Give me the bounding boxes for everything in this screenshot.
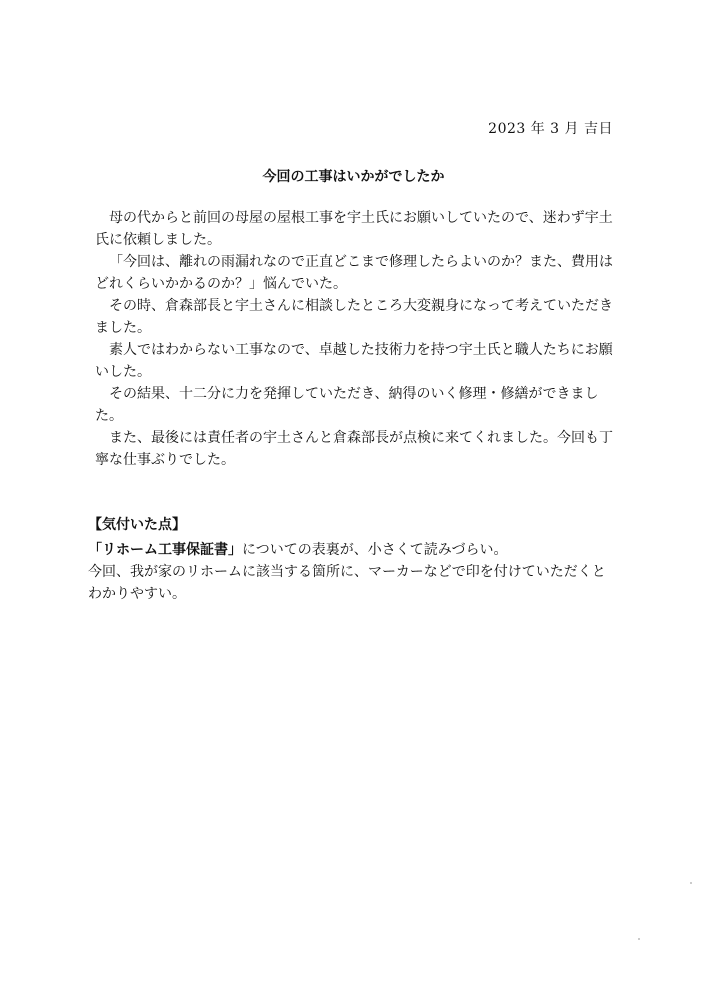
body-paragraph: 母の代からと前回の母屋の屋根工事を宇土氏にお願いしていたので、迷わず宇土氏に依頼しました。	[95, 210, 613, 248]
notes-section	[88, 514, 618, 605]
scan-speck	[690, 882, 692, 884]
body-paragraph: また、最後には責任者の宇土さんと倉森部長が点検に来てくれました。今回も丁寧な仕事ぶりでした。	[95, 430, 613, 468]
warranty-document-name: 「リホーム工事保証書」	[88, 542, 242, 558]
body-paragraph: 素人ではわからない工事なので、卓越した技術力を持つ宇土氏と職人たちにお願いした。	[95, 342, 613, 380]
document-body	[95, 207, 615, 471]
body-paragraph: その時、倉森部長と宇土さんに相談したところ大変親身になって考えていただきました。	[95, 298, 613, 336]
scan-speck	[638, 938, 640, 940]
document-date: 2023 年 3 月 吉日	[488, 121, 613, 137]
body-paragraph: その結果、十二分に力を発揮していただき、納得のいく修理・修繕ができました。	[95, 386, 599, 424]
notes-heading: 【気付いた点】	[88, 517, 186, 533]
notes-line	[88, 539, 618, 561]
notes-line-text: についての表裏が、小さくて読みづらい。	[242, 542, 508, 558]
notes-line: 今回、我が家のリホームに該当する箇所に、マーカーなどで印を付けていただくとわかりやすい。	[88, 564, 606, 602]
body-paragraph: 「今回は、離れの雨漏れなので正直どこまで修理したらよいのか？また、費用はどれくらいかかるのか？」悩んでいた。	[95, 254, 613, 292]
document-title: 今回の工事はいかがでしたか	[262, 169, 445, 185]
